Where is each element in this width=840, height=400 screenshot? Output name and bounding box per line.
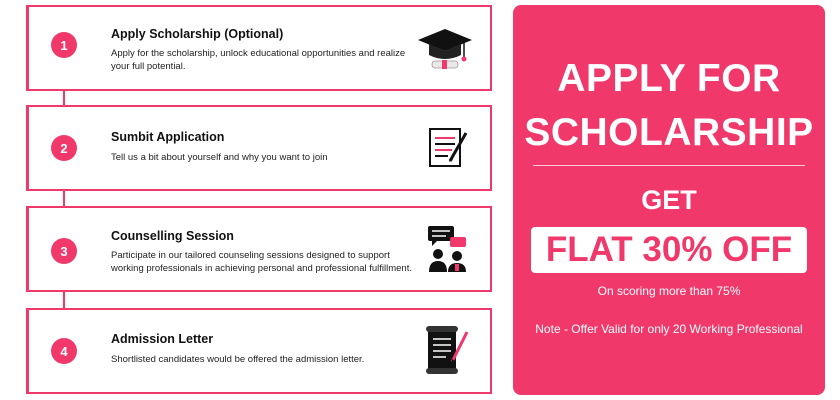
- step-title: Apply Scholarship (Optional): [111, 27, 284, 41]
- step-description: Shortlisted candidates would be offered the admission letter.: [111, 354, 365, 365]
- step-title: Sumbit Application: [111, 130, 225, 144]
- step-card-counselling-session[interactable]: [26, 206, 492, 292]
- step-number-badge: 3: [51, 238, 77, 264]
- step-card-apply-scholarship[interactable]: [26, 5, 492, 91]
- promo-note: Note - Offer Valid for only 20 Working Professional: [535, 322, 803, 336]
- step-title: Counselling Session: [111, 229, 234, 243]
- graduation-cap-icon: [416, 23, 474, 76]
- offer-badge: [531, 227, 807, 273]
- promo-title-line1: APPLY FOR: [557, 57, 781, 100]
- step-number-badge: 2: [51, 135, 77, 161]
- promo-condition: On scoring more than 75%: [597, 284, 741, 298]
- counselling-people-icon: [426, 224, 470, 279]
- promo-get-label: GET: [641, 185, 697, 215]
- step-number-badge: 1: [51, 32, 77, 58]
- step-description: Tell us a bit about yourself and why you want to join: [111, 152, 328, 163]
- application-form-icon: [428, 127, 470, 174]
- step-card-admission-letter[interactable]: [26, 308, 492, 394]
- offer-text: FLAT 30% OFF: [545, 230, 793, 269]
- promo-divider: [533, 165, 805, 166]
- step-card-submit-application[interactable]: [26, 105, 492, 191]
- scholarship-promo-panel: [513, 5, 825, 395]
- promo-title-line2: SCHOLARSHIP: [524, 111, 814, 154]
- step-number-badge: 4: [51, 338, 77, 364]
- step-title: Admission Letter: [111, 332, 214, 346]
- step-description: Participate in our tailored counseling sessions designed to support working professionals in achieving personal and professional fulfillment.: [111, 250, 412, 274]
- admission-letter-icon: [424, 324, 470, 381]
- step-description: Apply for the scholarship, unlock educational opportunities and realize your full potential.: [111, 48, 406, 72]
